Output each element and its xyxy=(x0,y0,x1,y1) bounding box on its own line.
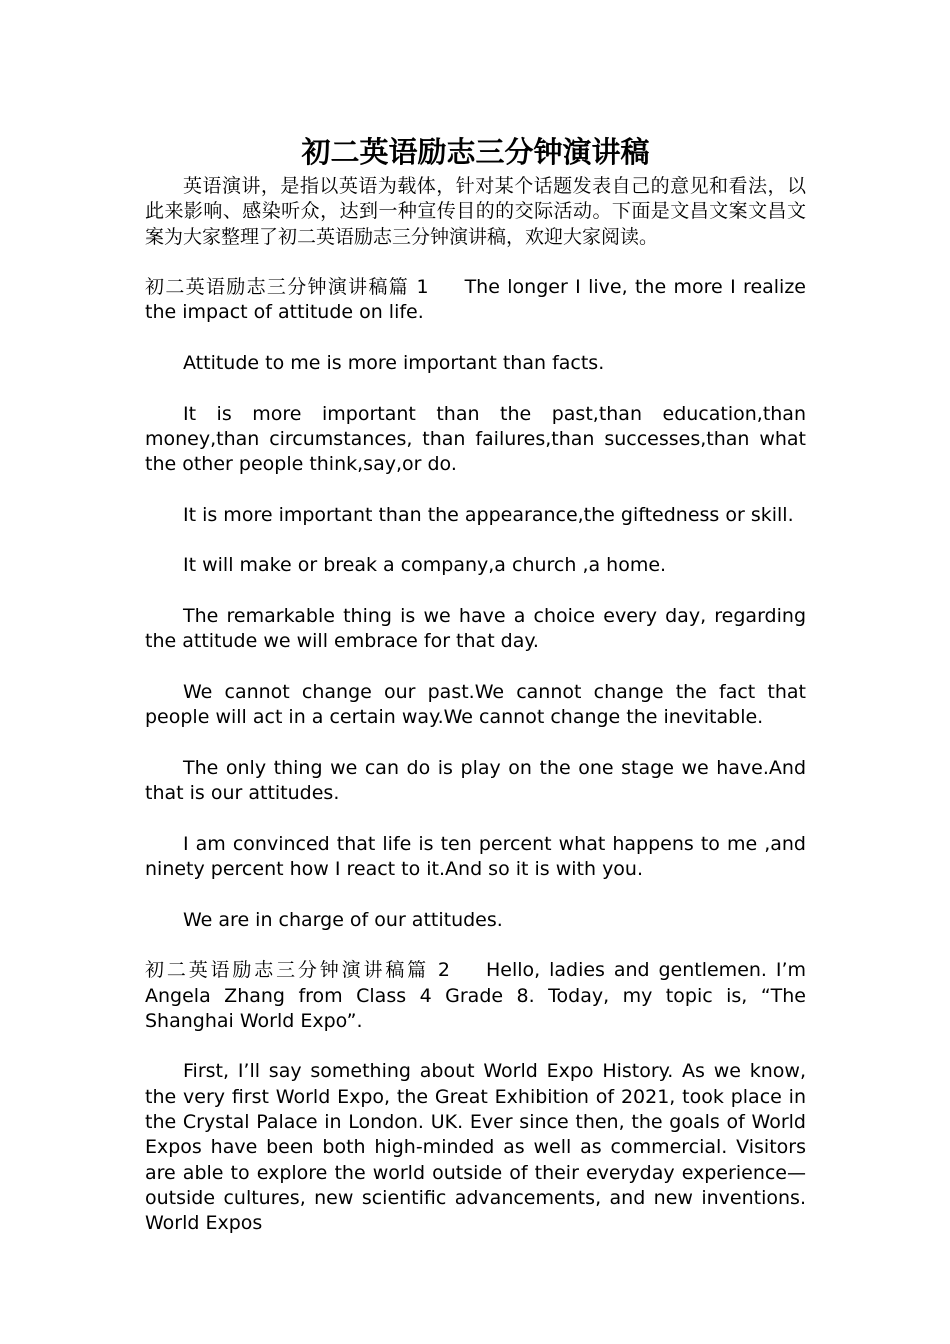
document-body xyxy=(145,174,806,1236)
section-1-paragraph: It is more important than the past,than education,than money,than circumstances, than failures,than successes,than what the other people think,say,or do. xyxy=(145,402,806,476)
section-2-lead-text: Hello, ladies and gentlemen. I’m Angela Zhang from Class 4 Grade 8. Today, my topic is, “The Shanghai World Expo”. xyxy=(145,959,807,1032)
section-2-lead-paragraph xyxy=(145,958,806,1034)
section-1-paragraph: We cannot change our past.We cannot change the fact that people will act in a certain way.We cannot change the inevitable. xyxy=(145,680,806,729)
document-title: 初二英语励志三分钟演讲稿 xyxy=(301,135,650,169)
section-1-lead-text: The longer I live, the more I realize the impact of attitude on life. xyxy=(145,276,807,324)
section-1-paragraph: I am convinced that life is ten percent what happens to me ,and ninety percent how I react to it.And so it is with you. xyxy=(145,832,806,881)
section-1-paragraph: It will make or break a company,a church ,a home. xyxy=(183,554,667,577)
section-1-paragraph: The remarkable thing is we have a choice every day, regarding the attitude we will embrace for that day. xyxy=(145,605,806,653)
section-1-paragraph: Attitude to me is more important than facts. xyxy=(183,352,605,375)
section-1-paragraph: We are in charge of our attitudes. xyxy=(183,908,503,931)
section-2-heading: 初二英语励志三分钟演讲稿篇 2 xyxy=(145,959,451,982)
intro-paragraph: 英语演讲，是指以英语为载体，针对某个话题发表自己的意见和看法，以此来影响、感染听众，达到一种宣传目的的交际活动。下面是文昌文案文昌文案为大家整理了初二英语励志三分钟演讲稿，欢迎大家阅读。 xyxy=(145,175,806,248)
section-1-heading: 初二英语励志三分钟演讲稿篇 1 xyxy=(145,276,429,299)
section-1-lead-paragraph xyxy=(145,275,806,326)
section-1-paragraph: The only thing we can do is play on the one stage we have.And that is our attitudes. xyxy=(145,756,806,805)
section-2-paragraph: First, I’ll say something about World Expo History. As we know, the very first World Expo, the Great Exhibition of 2021, took place in the Crystal Palace in London. UK. Ever since then, the goals of World Expos have been both high-minded as well as commercial. Visitors are able to explore the world outside of their everyday experience—outside cultures, new scientific advancements, and new inventions. World Expos xyxy=(145,1060,806,1235)
section-1-paragraph: It is more important than the appearance,the giftedness or skill. xyxy=(183,503,794,526)
